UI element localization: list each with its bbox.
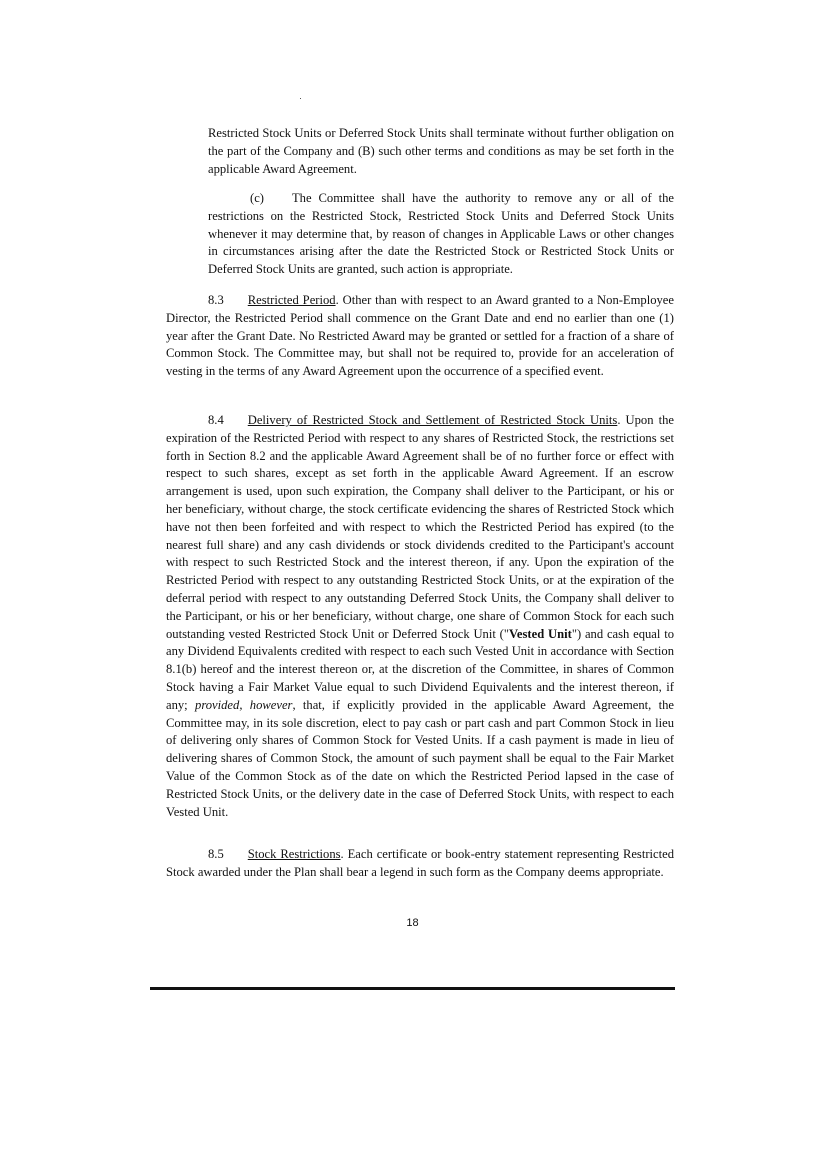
paragraph-c: (c) The Committee shall have the authority to remove any or all of the restrictions on the Restricted Stock, Restricted Stock Units and Deferred Stock Units whenever it may determine that, by reason of changes in Applicable Laws or other changes in circumstances arising after the date the Restricted Stock or Restricted Stock Units or Deferred Stock Units are granted, such action is appropriate.: [208, 191, 674, 277]
stray-mark: [300, 98, 301, 99]
footer-rule: [150, 987, 675, 990]
section-8-3: 8.3 Restricted Period. Other than with respect to an Award granted to a Non-Employee Director, the Restricted Period shall commence on the Grant Date and end no earlier than one (1) year after the Grant Date. No Restricted Award may be granted or settled for a fraction of a share of Common Stock. The Committee may, but shall not be required to, provide for an acceleration of vesting in the terms of any Award Agreement upon the occurrence of a specified event.: [166, 293, 674, 379]
section-8-4: 8.4 Delivery of Restricted Stock and Settlement of Restricted Stock Units. Upon the expiration of the Restricted Period with respect to any shares of Restricted Stock, the restrictions set forth in Section 8.2 and the applicable Award Agreement shall be of no further force or effect with respect to such shares, except as set forth in the applicable Award Agreement. If an escrow arrangement is used, upon such expiration, the Company shall deliver to the Participant, or his or her beneficiary, without charge, the stock certificate evidencing the shares of Restricted Stock which have not then been forfeited and with respect to which the Restricted Period has expired (to the nearest full share) and any cash dividends or stock dividends credited to the Participant's account with respect to such Restricted Stock and the interest thereon, if any. Upon the expiration of the Restricted Period with respect to any outstanding Restricted Stock Units, or at the expiration of the deferral period with respect to any outstanding Deferred Stock Units, the Company shall deliver to the Participant, or his or her beneficiary, without charge, one share of Common Stock for each such outstanding vested Restricted Stock Unit or Deferred Stock Unit ("Vested Unit") and cash equal to any Dividend Equivalents credited with respect to each such Vested Unit in accordance with Section 8.1(b) hereof and the interest thereon or, at the discretion of the Committee, in shares of Common Stock having a Fair Market Value equal to such Dividend Equivalents and the interest thereon, if any; provided, however, that, if explicitly provided in the applicable Award Agreement, the Committee may, in its sole discretion, elect to pay cash or part cash and part Common Stock in lieu of delivering only shares of Common Stock for Vested Units. If a cash payment is made in lieu of delivering shares of Common Stock, the amount of such payment shall be equal to the Fair Market Value of the Common Stock as of the date on which the Restricted Period lapsed in the case of Restricted Stock Units, or the delivery date in the case of Deferred Stock Units, with respect to each Vested Unit.: [166, 413, 674, 819]
paragraph-c-label: (c): [250, 191, 264, 205]
section-8-5: 8.5 Stock Restrictions. Each certificate or book-entry statement representing Restricted Stock awarded under the Plan shall bear a legend in such form as the Company deems appropriate.: [166, 847, 674, 879]
section-number: 8.5: [208, 847, 224, 861]
section-number: 8.3: [208, 293, 224, 307]
page-number: 18: [406, 917, 419, 929]
section-number: 8.4: [208, 413, 224, 427]
section-heading: Delivery of Restricted Stock and Settlement of Restricted Stock Units: [247, 413, 618, 427]
defined-term: Vested Unit: [508, 626, 572, 641]
continuation-paragraph: Restricted Stock Units or Deferred Stock Units shall terminate without further obligation on the part of the Company and (B) such other terms and conditions as may be set forth in the applicable Award Agreement.: [208, 126, 674, 176]
section-heading: Restricted Period: [247, 293, 336, 307]
section-heading: Stock Restrictions: [247, 847, 341, 861]
proviso: provided, however: [195, 697, 293, 712]
